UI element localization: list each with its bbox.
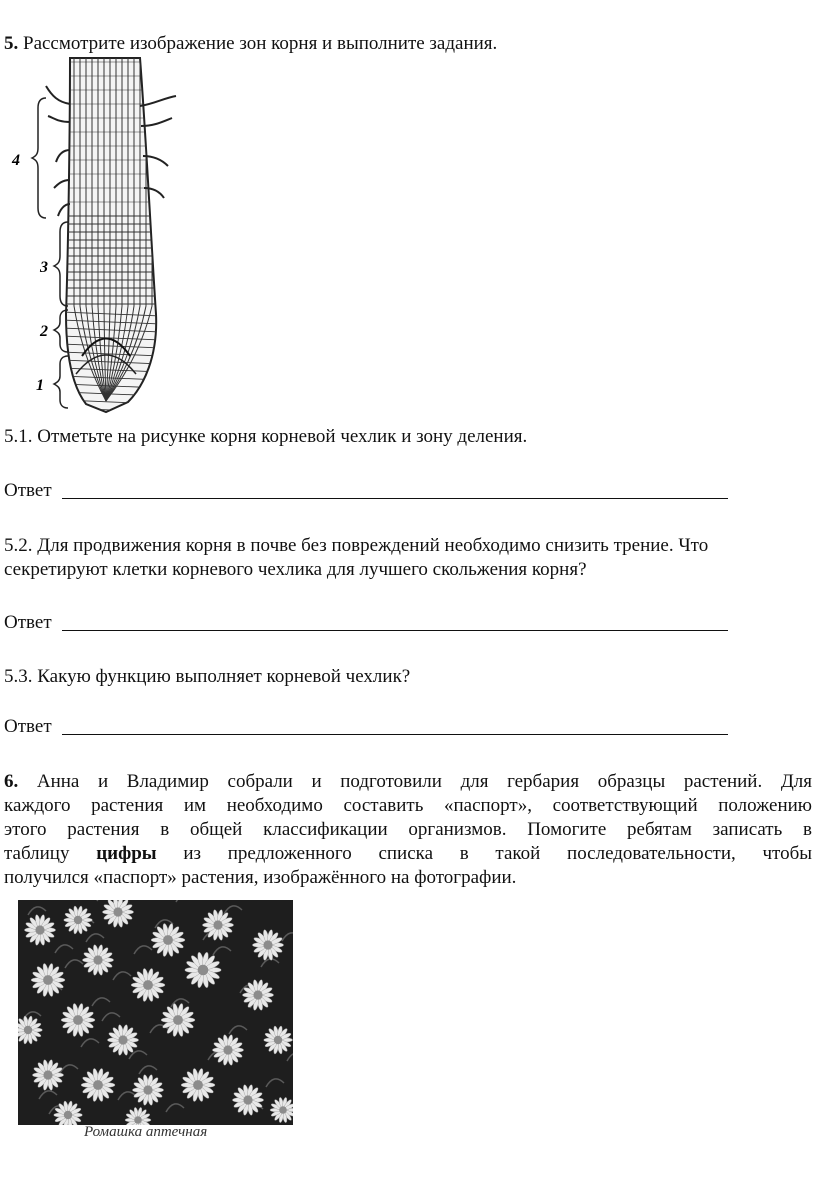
question-5-1: 5.1. Отметьте на рисунке корня корневой чехлик и зону деления. — [4, 426, 528, 447]
question-5-3: 5.3. Какую функцию выполняет корневой чехлик? — [4, 666, 411, 687]
answer-label: Ответ — [4, 612, 52, 633]
root-body — [62, 56, 162, 412]
task5-heading — [4, 32, 497, 56]
task6-text — [4, 770, 812, 890]
chamomile-photo — [18, 900, 293, 1125]
zone-label-3: 3 — [40, 259, 48, 276]
zone-label-2: 2 — [40, 323, 48, 340]
task5-title: Рассмотрите изображение зон корня и выполните задания. — [23, 33, 498, 54]
task6-line1: 6. Анна и Владимир собрали и подготовили для гербария образцы растений. Для — [4, 771, 813, 792]
answer-underline — [62, 498, 728, 499]
answer-line-5-3[interactable] — [4, 715, 52, 739]
photo-caption: Ромашка аптечная — [84, 1124, 208, 1140]
question-5-2-line2: секретируют клетки корневого чехлика для лучшего скольжения корня? — [4, 559, 587, 580]
question-5-2-line1: 5.2. Для продвижения корня в почве без повреждений необходимо снизить трение. Что — [4, 535, 709, 556]
answer-label: Ответ — [4, 480, 52, 501]
task6-line2: каждого растения им необходимо составить «паспорт», соответствующий положению — [4, 795, 812, 816]
answer-label: Ответ — [4, 716, 52, 737]
answer-underline — [62, 734, 728, 735]
answer-line-5-2[interactable] — [4, 611, 52, 635]
answer-underline — [62, 630, 728, 631]
bold-word: цифры — [96, 843, 157, 864]
task5-number: 5. — [4, 33, 19, 54]
task6-line5: получился «паспорт» растения, изображённого на фотографии. — [4, 867, 517, 888]
task6-line4: таблицу цифры из предложенного списка в такой последовательности, чтобы — [4, 843, 813, 864]
task6-line3: этого растения в общей классификации организмов. Помогите ребятам записать в — [4, 819, 812, 840]
answer-line-5-1[interactable] — [4, 479, 52, 503]
task6-number: 6. — [4, 771, 19, 792]
root-zones-figure — [6, 56, 196, 418]
zone-label-1: 1 — [36, 377, 44, 394]
zone-label-4: 4 — [12, 152, 20, 169]
zone-braces — [32, 98, 68, 408]
